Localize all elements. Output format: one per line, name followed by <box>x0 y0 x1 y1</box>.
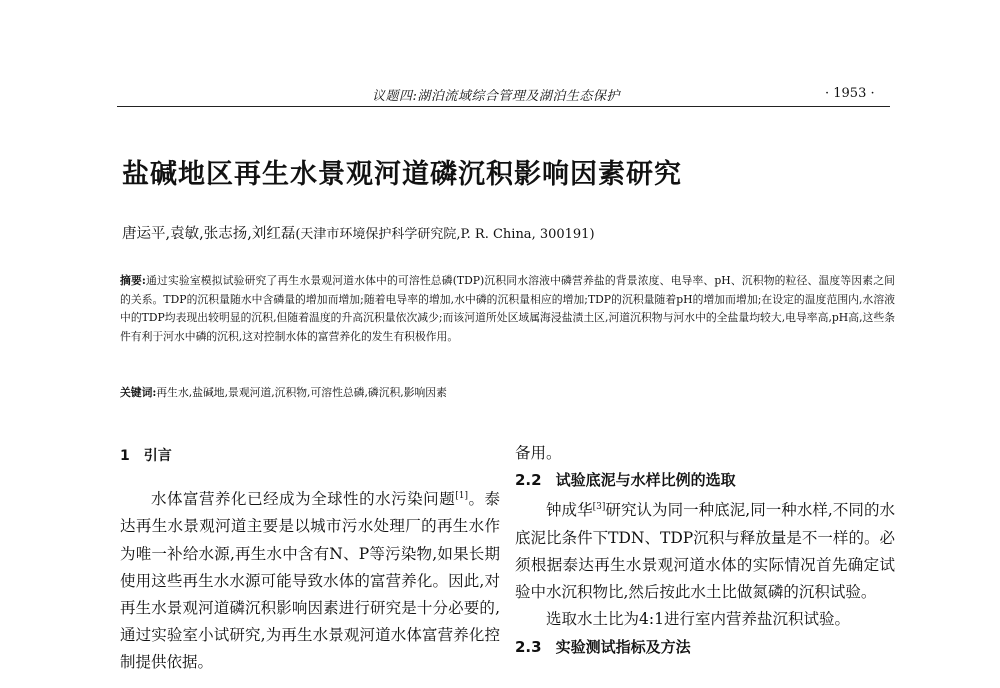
citation-3: [3] <box>592 502 606 513</box>
subsection-heading-2-2 <box>515 467 895 494</box>
header-rule <box>117 106 890 107</box>
subsection-number: 2.2 <box>515 471 542 490</box>
intro-text-1: 水体富营养化已经成为全球性的水污染问题 <box>151 490 456 509</box>
paragraph-ratio: 选取水土比为4:1进行室内营养盐沉积试验。 <box>546 610 850 629</box>
paper-title: 盐碱地区再生水景观河道磷沉积影响因素研究 <box>122 159 682 190</box>
running-title: 议题四:湖泊流域综合管理及湖泊生态保护 <box>372 89 620 104</box>
paragraph-2-2 <box>515 494 895 606</box>
subsection-title: 实验测试指标及方法 <box>555 637 691 656</box>
intro-text-2: 。泰达再生水景观河道主要是以城市污水处理厂的再生水作为唯一补给水源,再生水中含有N、P等污染物,如果长期使用这些再生水水源可能导致水体的富营养化。因此,对再生水景观河道磷沉积影响因素进行研究是十分必要的,通过实验室小试研究,为再生水景观河道水体富营养化控制提供依据。 <box>120 490 500 672</box>
right-column <box>515 440 895 661</box>
carryover-text: 备用。 <box>515 444 562 462</box>
section-number: 1 <box>120 448 130 464</box>
subsection-heading-2-3 <box>515 634 895 661</box>
section-title: 引言 <box>143 448 172 464</box>
keywords-text: 再生水,盐碱地,景观河道,沉积物,可溶性总磷,磷沉积,影响因素 <box>156 386 447 399</box>
affiliation: (天津市环境保护科学研究院,P. R. China, 300191) <box>295 227 595 242</box>
authors: 唐运平,袁敏,张志扬,刘红磊 <box>122 226 296 242</box>
para-text-2: 研究认为同一种底泥,同一种水样,不同的水底泥比条件下TDN、TDP沉积与释放量是不一样的。必须根据泰达再生水景观河道水体的实际情况首先确定试验中水沉积物比,然后按此水土比做氮磷的沉积试验。 <box>515 501 895 602</box>
subsection-number: 2.3 <box>515 637 542 656</box>
citation-1: [1] <box>455 491 468 501</box>
author-line <box>122 222 595 243</box>
abstract-text: 通过实验室模拟试验研究了再生水景观河道水体中的可溶性总磷(TDP)沉积同水溶液中磷营养盐的背景浓度、电导率、pH、沉积物的粒径、温度等因素之间的关系。TDP的沉积量随水中含磷量的增加而增加;随着电导率的增加,水中磷的沉积量相应的增加;TDP的沉积量随着pH的增加而增加;在设定的温度范围内,水溶液中的TDP均表现出较明显的沉积,但随着温度的升高沉积量依次减少;而该河道所处区域属海浸盐渍土区,河道沉积物与河水中的全盐量均较大,电导率高,pH高,这些条件有利于河水中磷的沉积,这对控制水体的富营养化的发生有积极作用。 <box>120 274 895 343</box>
keywords-label: 关键词: <box>120 386 157 399</box>
abstract-label: 摘要: <box>120 274 146 287</box>
para-text-1: 钟成华 <box>546 501 593 520</box>
intro-paragraph <box>120 483 500 677</box>
section-heading-intro <box>120 445 500 465</box>
abstract <box>120 272 895 346</box>
keywords <box>120 384 895 402</box>
subsection-title: 试验底泥与水样比例的选取 <box>555 471 736 490</box>
page-number: · 1953 · <box>825 86 875 101</box>
left-column <box>120 445 500 677</box>
